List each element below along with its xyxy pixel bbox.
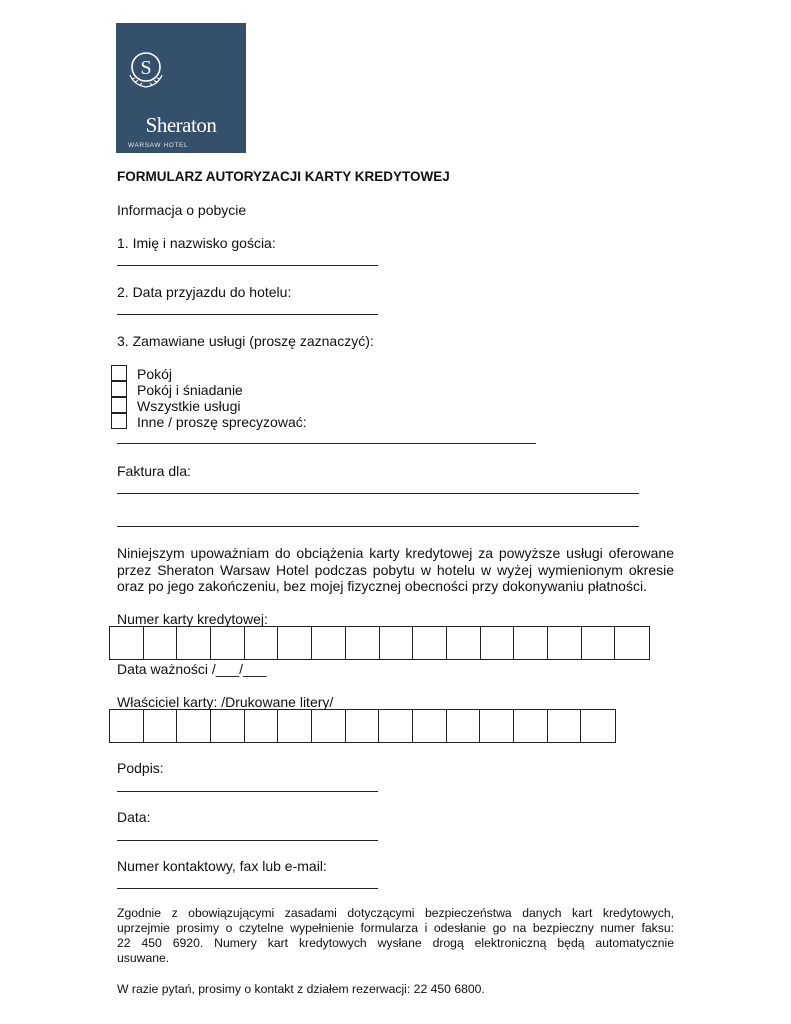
holder-letter-box[interactable] — [110, 710, 144, 742]
holder-letter-box[interactable] — [144, 710, 178, 742]
card-digit-box[interactable] — [177, 627, 211, 659]
form-title: FORMULARZ AUTORYZACJI KARTY KREDYTOWEJ — [117, 169, 450, 184]
section-title: Informacja o pobycie — [117, 202, 247, 218]
card-digit-box[interactable] — [548, 627, 582, 659]
card-digit-box[interactable] — [582, 627, 616, 659]
security-note — [117, 906, 674, 966]
contact-label: Numer kontaktowy, fax lub e-mail: — [117, 858, 327, 874]
holder-letter-box[interactable] — [581, 710, 615, 742]
date-field[interactable] — [117, 840, 378, 841]
card-digit-box[interactable] — [278, 627, 312, 659]
option-room-breakfast: Pokój i śniadanie — [137, 382, 243, 398]
other-specify-field[interactable] — [117, 443, 536, 444]
holder-letter-box[interactable] — [177, 710, 211, 742]
guest-name-field[interactable] — [117, 265, 378, 266]
hotel-logo — [116, 23, 246, 153]
guest-name-label: 1. Imię i nazwisko gościa: — [117, 235, 276, 251]
checkbox-all-services[interactable] — [111, 397, 127, 413]
holder-letter-box[interactable] — [278, 710, 312, 742]
checkbox-room[interactable] — [111, 365, 127, 381]
holder-letter-box[interactable] — [312, 710, 346, 742]
card-digit-box[interactable] — [481, 627, 515, 659]
holder-letter-box[interactable] — [211, 710, 245, 742]
holder-letter-box[interactable] — [413, 710, 447, 742]
contact-field[interactable] — [117, 888, 378, 889]
card-number-label: Numer karty kredytowej: — [117, 611, 268, 627]
authorization-text — [117, 545, 674, 595]
option-other: Inne / proszę sprecyzować: — [137, 414, 307, 430]
security-note-line: 22 450 6920. Numery kart kredytowych wysłane drogą elektroniczną będą automatycznie — [117, 936, 674, 950]
card-digit-box[interactable] — [245, 627, 279, 659]
security-note-line: usuwane. — [117, 951, 170, 965]
arrival-date-field[interactable] — [117, 314, 378, 315]
holder-letter-box[interactable] — [346, 710, 380, 742]
invoice-field-line-1[interactable] — [117, 493, 639, 494]
card-holder-label: Właściciel karty: /Drukowane litery/ — [117, 694, 334, 710]
authorization-line: przez Sheraton Warsaw Hotel podczas pobytu w hotelu w wyżej wymienionym okresie — [117, 561, 674, 578]
checkbox-room-breakfast[interactable] — [111, 381, 127, 397]
card-digit-box[interactable] — [144, 627, 178, 659]
card-digit-box[interactable] — [346, 627, 380, 659]
holder-letter-box[interactable] — [480, 710, 514, 742]
holder-letter-box[interactable] — [514, 710, 548, 742]
card-digit-box[interactable] — [615, 627, 649, 659]
card-number-boxes[interactable] — [109, 626, 650, 660]
authorization-line: Niniejszym upoważniam do obciążenia karty kredytowej za powyższe usługi oferowane — [117, 545, 674, 561]
card-digit-box[interactable] — [110, 627, 144, 659]
holder-letter-box[interactable] — [245, 710, 279, 742]
security-note-line: Zgodnie z obowiązującymi zasadami dotyczącymi bezpieczeństwa danych kart kredytowych, — [117, 906, 674, 920]
holder-letter-box[interactable] — [548, 710, 582, 742]
card-digit-box[interactable] — [413, 627, 447, 659]
signature-label: Podpis: — [117, 760, 164, 776]
brand-name: Sheraton — [145, 113, 217, 137]
arrival-date-label: 2. Data przyjazdu do hotelu: — [117, 284, 292, 300]
holder-letter-box[interactable] — [379, 710, 413, 742]
security-note-line: uprzejmie prosimy o czytelne wypełnienie formularza i odesłanie go na bezpieczny numer faksu: — [117, 921, 674, 935]
card-digit-box[interactable] — [211, 627, 245, 659]
sheraton-emblem-icon — [116, 45, 246, 95]
authorization-line: oraz po jego zakończeniu, bez mojej fizycznej obecności przy dokonywaniu płatności. — [117, 578, 647, 594]
invoice-label: Faktura dla: — [117, 463, 191, 479]
signature-field[interactable] — [117, 791, 378, 792]
expiry-date-label[interactable]: Data ważności /___/___ — [117, 661, 267, 677]
card-digit-box[interactable] — [312, 627, 346, 659]
card-digit-box[interactable] — [447, 627, 481, 659]
checkbox-other[interactable] — [111, 413, 127, 429]
services-label: 3. Zamawiane usługi (proszę zaznaczyć): — [117, 333, 374, 349]
card-holder-boxes[interactable] — [109, 709, 616, 743]
option-room: Pokój — [137, 366, 173, 382]
option-all-services: Wszystkie usługi — [137, 398, 241, 414]
svg-text:S: S — [140, 57, 152, 79]
date-label: Data: — [117, 809, 151, 825]
holder-letter-box[interactable] — [447, 710, 481, 742]
reservations-contact-note: W razie pytań, prosimy o kontakt z działem rezerwacji: 22 450 6800. — [117, 982, 485, 996]
brand-subtitle: WARSAW HOTEL — [128, 142, 189, 149]
card-digit-box[interactable] — [380, 627, 414, 659]
invoice-field-line-2[interactable] — [117, 526, 639, 527]
card-digit-box[interactable] — [514, 627, 548, 659]
